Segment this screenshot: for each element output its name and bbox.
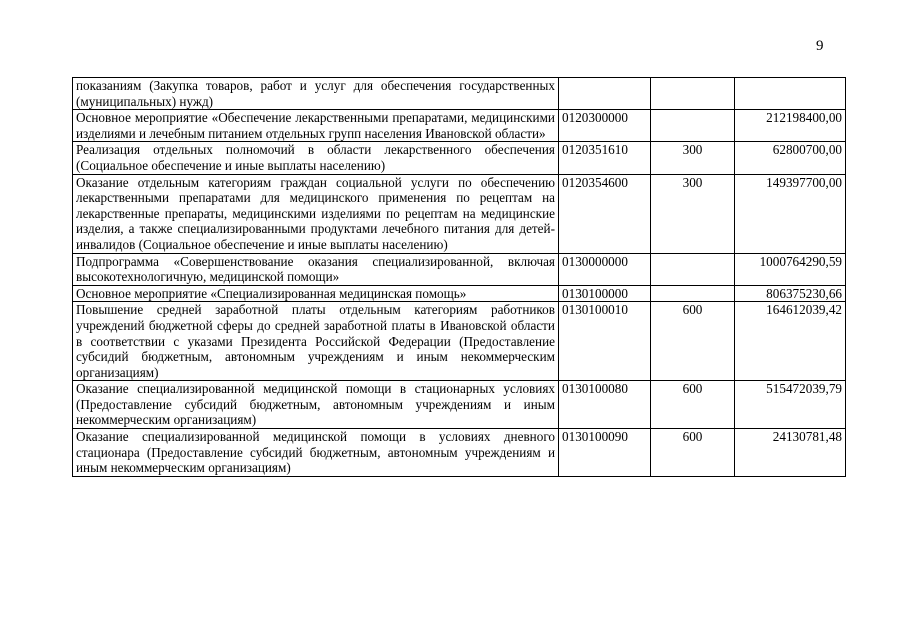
row-description: Реализация отдельных полномочий в области лекарственного обеспечения (Социальное обеспечение и иные выплаты населению): [73, 142, 559, 174]
table-row: [73, 253, 846, 285]
row-amount: 515472039,79: [735, 381, 846, 429]
page-number: 9: [816, 38, 824, 54]
row-expense-type: 600: [651, 302, 735, 381]
table-row: [73, 381, 846, 429]
row-amount: 212198400,00: [735, 110, 846, 142]
row-description: Подпрограмма «Совершенствование оказания специализированной, включая высокотехнологичную, медицинской помощи»: [73, 253, 559, 285]
row-code: 0120351610: [559, 142, 651, 174]
row-code: 0130100010: [559, 302, 651, 381]
table-row: [73, 110, 846, 142]
row-description: Оказание специализированной медицинской помощи в условиях дневного стационара (Предоставление субсидий бюджетным, автономным учреждениям и иным некоммерческим организациям): [73, 429, 559, 477]
row-description: Основное мероприятие «Обеспечение лекарственными препаратами, медицинскими изделиями и лечебным питанием отдельных групп населения Ивановской области»: [73, 110, 559, 142]
row-expense-type: [651, 253, 735, 285]
row-code: 0130100000: [559, 285, 651, 302]
row-code: 0130100080: [559, 381, 651, 429]
row-amount: 806375230,66: [735, 285, 846, 302]
row-expense-type: 600: [651, 381, 735, 429]
row-code: 0120354600: [559, 174, 651, 253]
row-expense-type: 300: [651, 142, 735, 174]
row-code: 0130100090: [559, 429, 651, 477]
row-description: показаниям (Закупка товаров, работ и услуг для обеспечения государственных (муниципальных) нужд): [73, 78, 559, 110]
row-expense-type: 300: [651, 174, 735, 253]
table-row: [73, 429, 846, 477]
table-row: [73, 142, 846, 174]
budget-table: [72, 77, 846, 477]
row-amount: [735, 78, 846, 110]
row-amount: 164612039,42: [735, 302, 846, 381]
row-amount: 149397700,00: [735, 174, 846, 253]
table-row: [73, 302, 846, 381]
row-description: Повышение средней заработной платы отдельным категориям работников учреждений бюджетной сферы до средней заработной платы в Ивановской области в соответствии с указами Президента Российской Федерации (Предоставление субсидий бюджетным, автономным учреждениям и иным некоммерческим организациям): [73, 302, 559, 381]
row-expense-type: [651, 78, 735, 110]
table-row: [73, 285, 846, 302]
row-code: 0120300000: [559, 110, 651, 142]
row-description: Оказание специализированной медицинской помощи в стационарных условиях (Предоставление субсидий бюджетным, автономным учреждениям и иным некоммерческим организациям): [73, 381, 559, 429]
row-description: Оказание отдельным категориям граждан социальной услуги по обеспечению лекарственными препаратами для медицинского применения по рецептам на лекарственные препараты, медицинскими изделиями по рецептам на медицинские изделия, а также специализированными продуктами лечебного питания для детей-инвалидов (Социальное обеспечение и иные выплаты населению): [73, 174, 559, 253]
row-description: Основное мероприятие «Специализированная медицинская помощь»: [73, 285, 559, 302]
row-amount: 24130781,48: [735, 429, 846, 477]
row-expense-type: 600: [651, 429, 735, 477]
table-row: [73, 174, 846, 253]
row-code: 0130000000: [559, 253, 651, 285]
row-expense-type: [651, 285, 735, 302]
row-amount: 1000764290,59: [735, 253, 846, 285]
row-expense-type: [651, 110, 735, 142]
row-code: [559, 78, 651, 110]
table-row: [73, 78, 846, 110]
row-amount: 62800700,00: [735, 142, 846, 174]
